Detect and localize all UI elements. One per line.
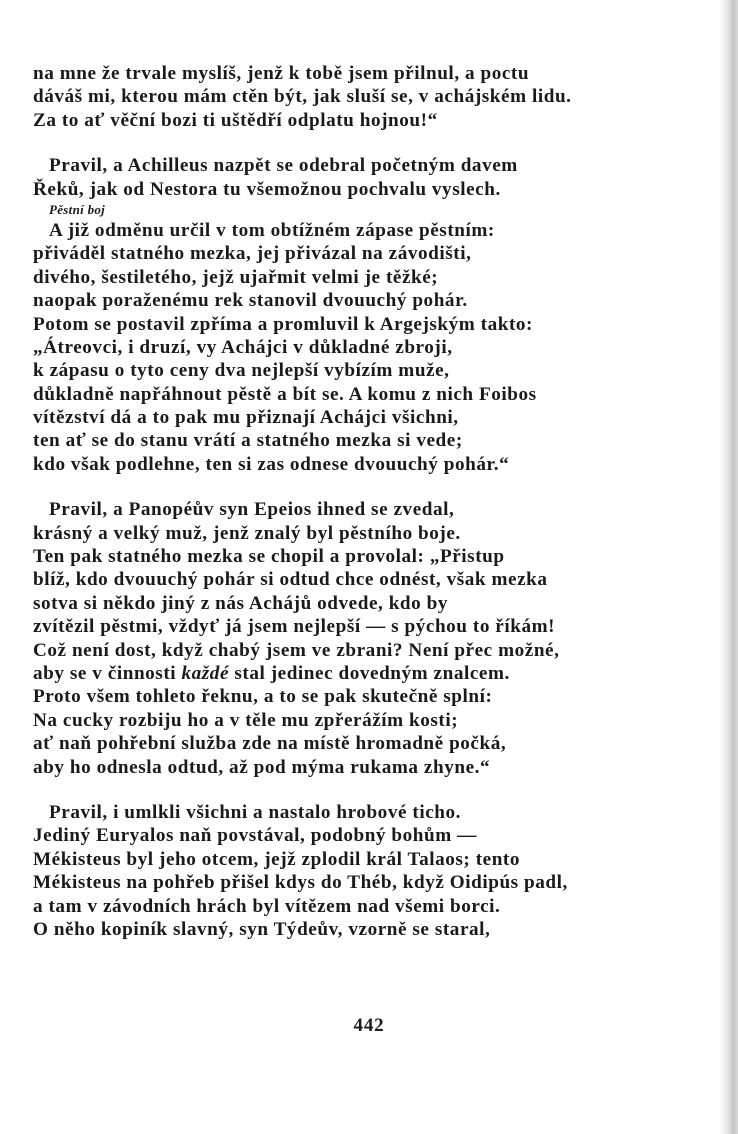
verse-line: vítězství dá a to pak mu přiznají Achájci všichni, <box>33 407 459 429</box>
verse-line-with-italic <box>33 662 703 685</box>
verse-line: Ten pak statného mezka se chopil a provolal: „Přistup <box>33 546 505 568</box>
verse-line: Řeků, jak od Nestora tu všemožnou pochvalu vyslech. <box>33 178 501 200</box>
stanza-gap <box>33 132 703 154</box>
verse-line: kdo však podlehne, ten si zas odnese dvouuchý pohár.“ <box>33 453 510 475</box>
verse-line: O něho kopiník slavný, syn Týdeův, vzorně se staral, <box>33 918 491 940</box>
page-gutter-shadow <box>720 0 738 1134</box>
verse-line: Mékisteus na pohřeb přišel kdys do Théb, když Oidipús padl, <box>33 872 568 894</box>
verse-line: Za to ať věční bozi ti uštědří odplatu hojnou!“ <box>33 109 438 131</box>
verse-text-segment: stal jedinec dovedným znalcem. <box>229 662 510 684</box>
stanza-gap <box>33 476 703 498</box>
verse-line: Proto všem tohleto řeknu, a to se pak skutečně splní: <box>33 686 493 708</box>
verse-line: k zápasu o tyto ceny dva nejlepší vybízím muže, <box>33 360 450 382</box>
verse-line: aby ho odnesla odtud, až pod mýma rukama zhyne.“ <box>33 756 491 778</box>
verse-line: Pravil, a Panopéův syn Epeios ihned se zvedal, <box>49 499 455 521</box>
verse-line: přiváděl statného mezka, jej přivázal na závodišti, <box>33 243 472 265</box>
verse-line: „Átreovci, i druzí, vy Achájci v důkladné zbroji, <box>33 336 453 358</box>
verse-text-segment: aby se v činnosti <box>33 662 182 684</box>
verse-line: Což není dost, když chabý jsem ve zbrani? Není přec možné, <box>33 639 560 661</box>
verse-line: ten ať se do stanu vrátí a statného mezka si vede; <box>33 430 463 452</box>
verse-line: krásný a velký muž, jenž znalý byl pěstního boje. <box>33 522 461 544</box>
verse-line: naopak poraženému rek stanovil dvouuchý pohár. <box>33 290 468 312</box>
verse-line: zvítězil pěstmi, vždyť já jsem nejlepší — s pýchou to říkám! <box>33 616 556 638</box>
verse-line: důkladně napřáhnout pěstě a bít se. A komu z nich Foibos <box>33 383 537 405</box>
section-heading: Pěstní boj <box>49 201 106 217</box>
verse-line: sotva si někdo jiný z nás Achájů odvede, kdo by <box>33 592 449 614</box>
verse-line: A již odměnu určil v tom obtížném zápase pěstním: <box>49 219 495 241</box>
verse-line: Pravil, a Achilleus nazpět se odebral početným davem <box>49 155 518 177</box>
verse-line: a tam v závodních hrách byl vítězem nad všemi borci. <box>33 895 501 917</box>
verse-line: Mékisteus byl jeho otcem, jejž zplodil král Talaos; tento <box>33 848 521 870</box>
verse-text <box>33 62 703 941</box>
verse-line: Potom se postavil zpříma a promluvil k Argejským takto: <box>33 313 533 335</box>
verse-line: Pravil, i umlkli všichni a nastalo hrobové ticho. <box>49 801 461 823</box>
verse-line: dáváš mi, kterou mám ctěn být, jak sluší se, v achájském lidu. <box>33 86 572 108</box>
italic-word: každé <box>181 662 230 684</box>
verse-line: Na cucky rozbiju ho a v těle mu zpřerážím kosti; <box>33 709 459 731</box>
verse-line: divého, šestiletého, jejž ujařmit velmi je těžké; <box>33 266 439 288</box>
verse-line: na mne že trvale myslíš, jenž k tobě jsem přilnul, a poctu <box>33 63 530 84</box>
verse-line: blíž, kdo dvouuchý pohár si odtud chce odnést, však mezka <box>33 569 548 591</box>
page-number: 442 <box>353 1015 385 1036</box>
stanza-gap <box>33 779 703 801</box>
verse-line: Jediný Euryalos naň povstával, podobný bohům — <box>33 825 477 847</box>
verse-line: ať naň pohřební služba zde na místě hromadně počká, <box>33 733 507 755</box>
